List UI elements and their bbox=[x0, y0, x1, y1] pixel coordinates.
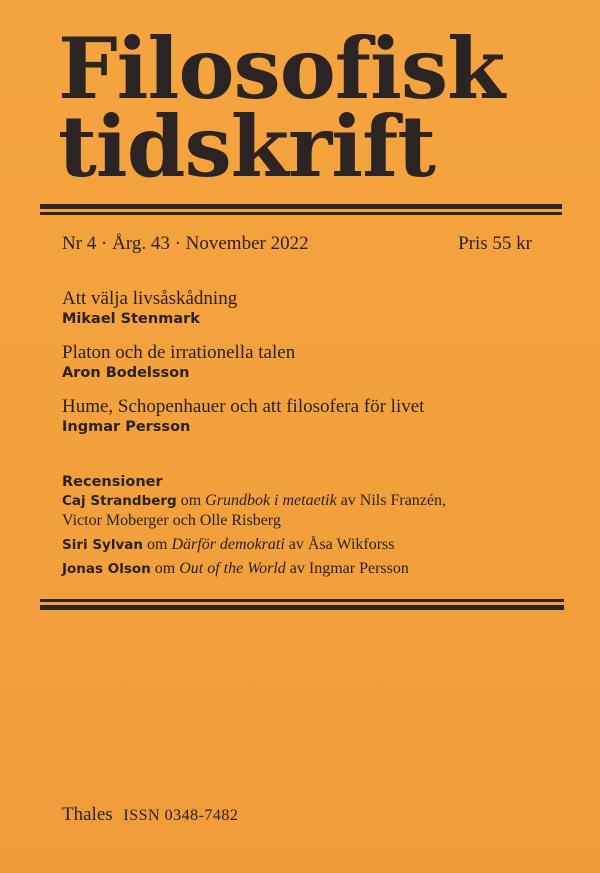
book-author-cont: Victor Moberger och Olle Risberg bbox=[62, 512, 281, 529]
review-om: om bbox=[180, 492, 202, 509]
book-author: av Ingmar Persson bbox=[289, 560, 409, 577]
article-author: Mikael Stenmark bbox=[62, 311, 200, 327]
reviewer-name: Siri Sylvan bbox=[62, 537, 144, 553]
review-om: om bbox=[154, 560, 176, 577]
top-rule-thick bbox=[40, 204, 562, 209]
article-title: Hume, Schopenhauer och att filosofera för livet bbox=[62, 396, 425, 417]
reviewer-name: Jonas Olson bbox=[62, 561, 151, 577]
reviews-section bbox=[62, 473, 562, 583]
book-title: Därför demokrati bbox=[171, 536, 285, 553]
issue-number: Nr 4 · Årg. 43 · November 2022 bbox=[62, 233, 309, 254]
article-author: Aron Bodelsson bbox=[62, 365, 190, 381]
issue-info-line bbox=[62, 233, 532, 255]
bottom-rule-thick bbox=[40, 605, 564, 610]
review-om: om bbox=[147, 536, 168, 553]
top-rule-thin bbox=[40, 212, 562, 215]
review-item bbox=[62, 559, 562, 579]
article-title: Platon och de irrationella talen bbox=[62, 342, 296, 363]
journal-title-line1: Filosofisk bbox=[58, 19, 505, 118]
bottom-rule-thin bbox=[40, 599, 564, 602]
article-item bbox=[62, 396, 562, 436]
publisher-name: Thales bbox=[62, 804, 113, 825]
issue-price: Pris 55 kr bbox=[458, 233, 532, 254]
article-title: Att välja livsåskådning bbox=[62, 288, 238, 309]
article-author: Ingmar Persson bbox=[62, 419, 191, 435]
article-list bbox=[62, 288, 562, 450]
article-item bbox=[62, 342, 562, 382]
journal-title bbox=[58, 19, 505, 196]
footer bbox=[62, 804, 238, 826]
book-author: av Nils Franzén, bbox=[340, 492, 447, 509]
issn-number: ISSN 0348-7482 bbox=[123, 807, 239, 824]
reviews-heading: Recensioner bbox=[62, 474, 163, 490]
review-item bbox=[62, 491, 562, 531]
book-title: Grundbok i metaetik bbox=[205, 492, 337, 509]
review-item bbox=[62, 535, 562, 555]
reviewer-name: Caj Strandberg bbox=[62, 493, 177, 509]
book-title: Out of the World bbox=[179, 560, 286, 577]
journal-title-line2: tidskrift bbox=[58, 97, 436, 196]
book-author: av Åsa Wikforss bbox=[288, 536, 395, 553]
article-item bbox=[62, 288, 562, 328]
